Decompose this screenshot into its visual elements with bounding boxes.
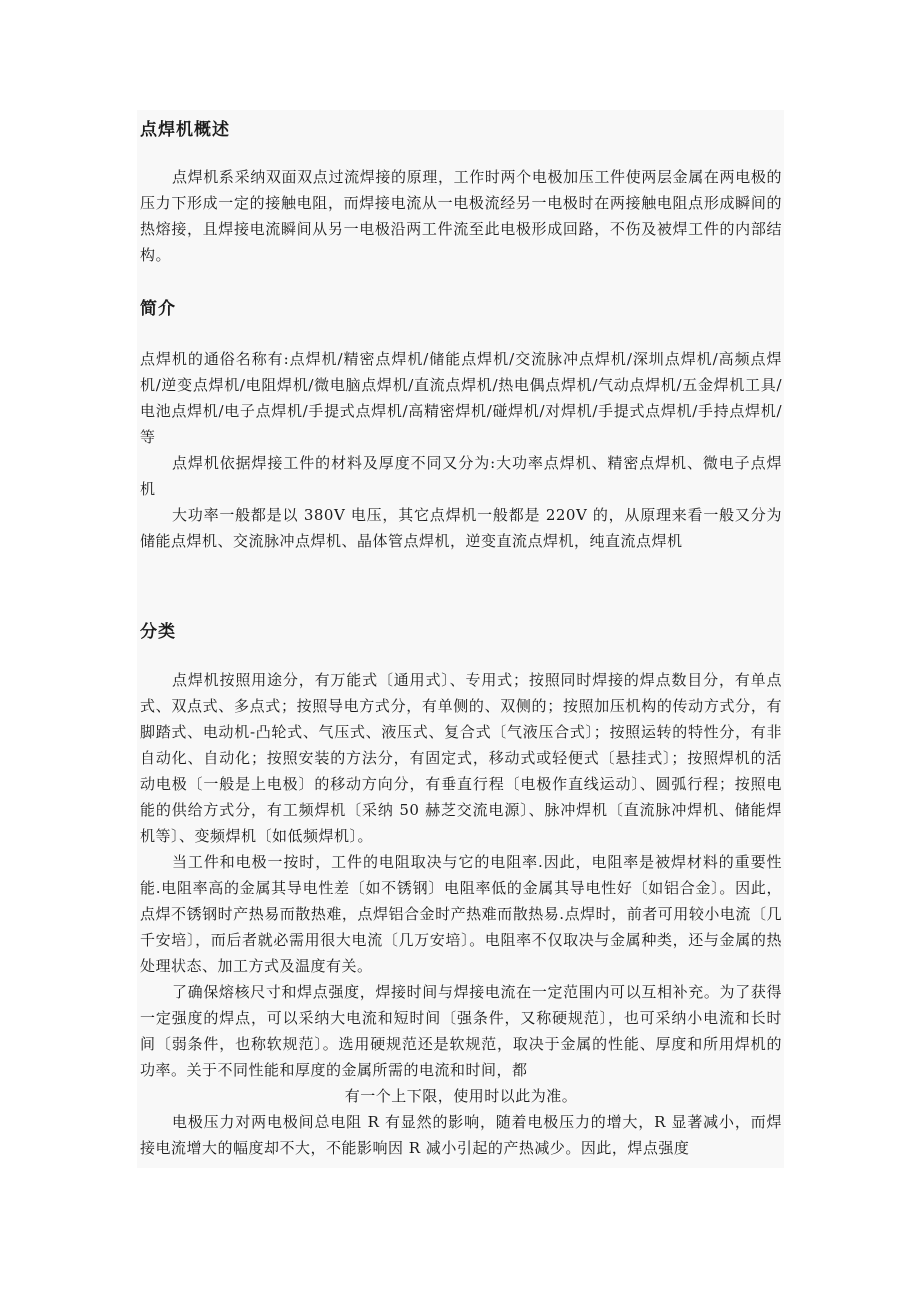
paragraph: 大功率一般都是以 380V 电压，其它点焊机一般都是 220V 的，从原理来看一般又分为储能点焊机、交流脉冲点焊机、晶体管点焊机，逆变直流点焊机，纯直流点焊机 [140, 506, 782, 550]
paragraph: 点焊机的通俗名称有:点焊机/精密点焊机/储能点焊机/交流脉冲点焊机/深圳点焊机/高频点焊机/逆变点焊机/电阻焊机/微电脑点焊机/直流点焊机/热电偶点焊机/气动点焊机/五金焊机工具/电池点焊机/电子点焊机/手提式点焊机/高精密焊机/碰焊机/对焊机/手提式点焊机/手持点焊机/等 [140, 350, 782, 446]
paragraph: 当工件和电极一按时，工件的电阻取决与它的电阻率.因此，电阻率是被焊材料的重要性能.电阻率高的金属其导电性差〔如不锈钢〕电阻率低的金属其导电性好〔如铝合金〕。因此，点焊不锈钢时产热易而散热难，点焊铝合金时产热难而散热易.点焊时，前者可用较小电流〔几千安培〕，而后者就必需用很大电流〔几万安培〕。电阻率不仅取决与金属种类，还与金属的热处理状态、加工方式及温度有关。 [140, 853, 782, 975]
section-body-classification [140, 667, 782, 1161]
paragraph: 电极压力对两电极间总电阻 R 有显然的影响，随着电极压力的增大，R 显著减小，而焊接电流增大的幅度却不大，不能影响因 R 减小引起的产热减少。因此，焊点强度 [140, 1113, 782, 1157]
section-title-intro: 简介 [140, 299, 176, 319]
paragraph: 了确保熔核尺寸和焊点强度，焊接时间与焊接电流在一定范围内可以互相补充。为了获得一定强度的焊点，可以采纳大电流和短时间〔强条件，又称硬规范〕，也可采纳小电流和长时间〔弱条件，也称软规范〕。选用硬规范还是软规范，取决于金属的性能、厚度和所用焊机的功率。关于不同性能和厚度的金属所需的电流和时间，都 [140, 983, 782, 1079]
paragraph: 点焊机依据焊接工件的材料及厚度不同又分为:大功率点焊机、精密点焊机、微电子点焊机 [140, 454, 782, 498]
section-title-classification: 分类 [140, 622, 176, 642]
paragraph: 点焊机按照用途分，有万能式〔通用式〕、专用式；按照同时焊接的焊点数目分，有单点式、双点式、多点式；按照导电方式分，有单侧的、双侧的；按照加压机构的传动方式分，有脚踏式、电动机-凸轮式、气压式、液压式、复合式〔气液压合式〕；按照运转的特性分，有非自动化、自动化；按照安装的方法分，有固定式，移动式或轻便式〔悬挂式〕；按照焊机的活动电极〔一般是上电极〕的移动方向分，有垂直行程〔电极作直线运动〕、圆弧行程；按照电能的供给方式分，有工频焊机〔采纳 50 赫芝交流电源〕、脉冲焊机〔直流脉冲焊机、储能焊机等〕、变频焊机〔如低频焊机〕。 [140, 671, 782, 845]
section-body-overview [140, 164, 782, 268]
section-body-intro [140, 346, 782, 554]
section-title-overview: 点焊机概述 [140, 120, 230, 140]
paragraph-continuation: 有一个上下限，使用时以此为准。 [344, 1087, 578, 1105]
paragraph: 点焊机系采纳双面双点过流焊接的原理，工作时两个电极加压工件使两层金属在两电极的压力下形成一定的接触电阻，而焊接电流从一电极流经另一电极时在两接触电阻点形成瞬间的热熔接，且焊接电流瞬间从另一电极沿两工件流至此电极形成回路，不伤及被焊工件的内部结构。 [140, 168, 782, 264]
